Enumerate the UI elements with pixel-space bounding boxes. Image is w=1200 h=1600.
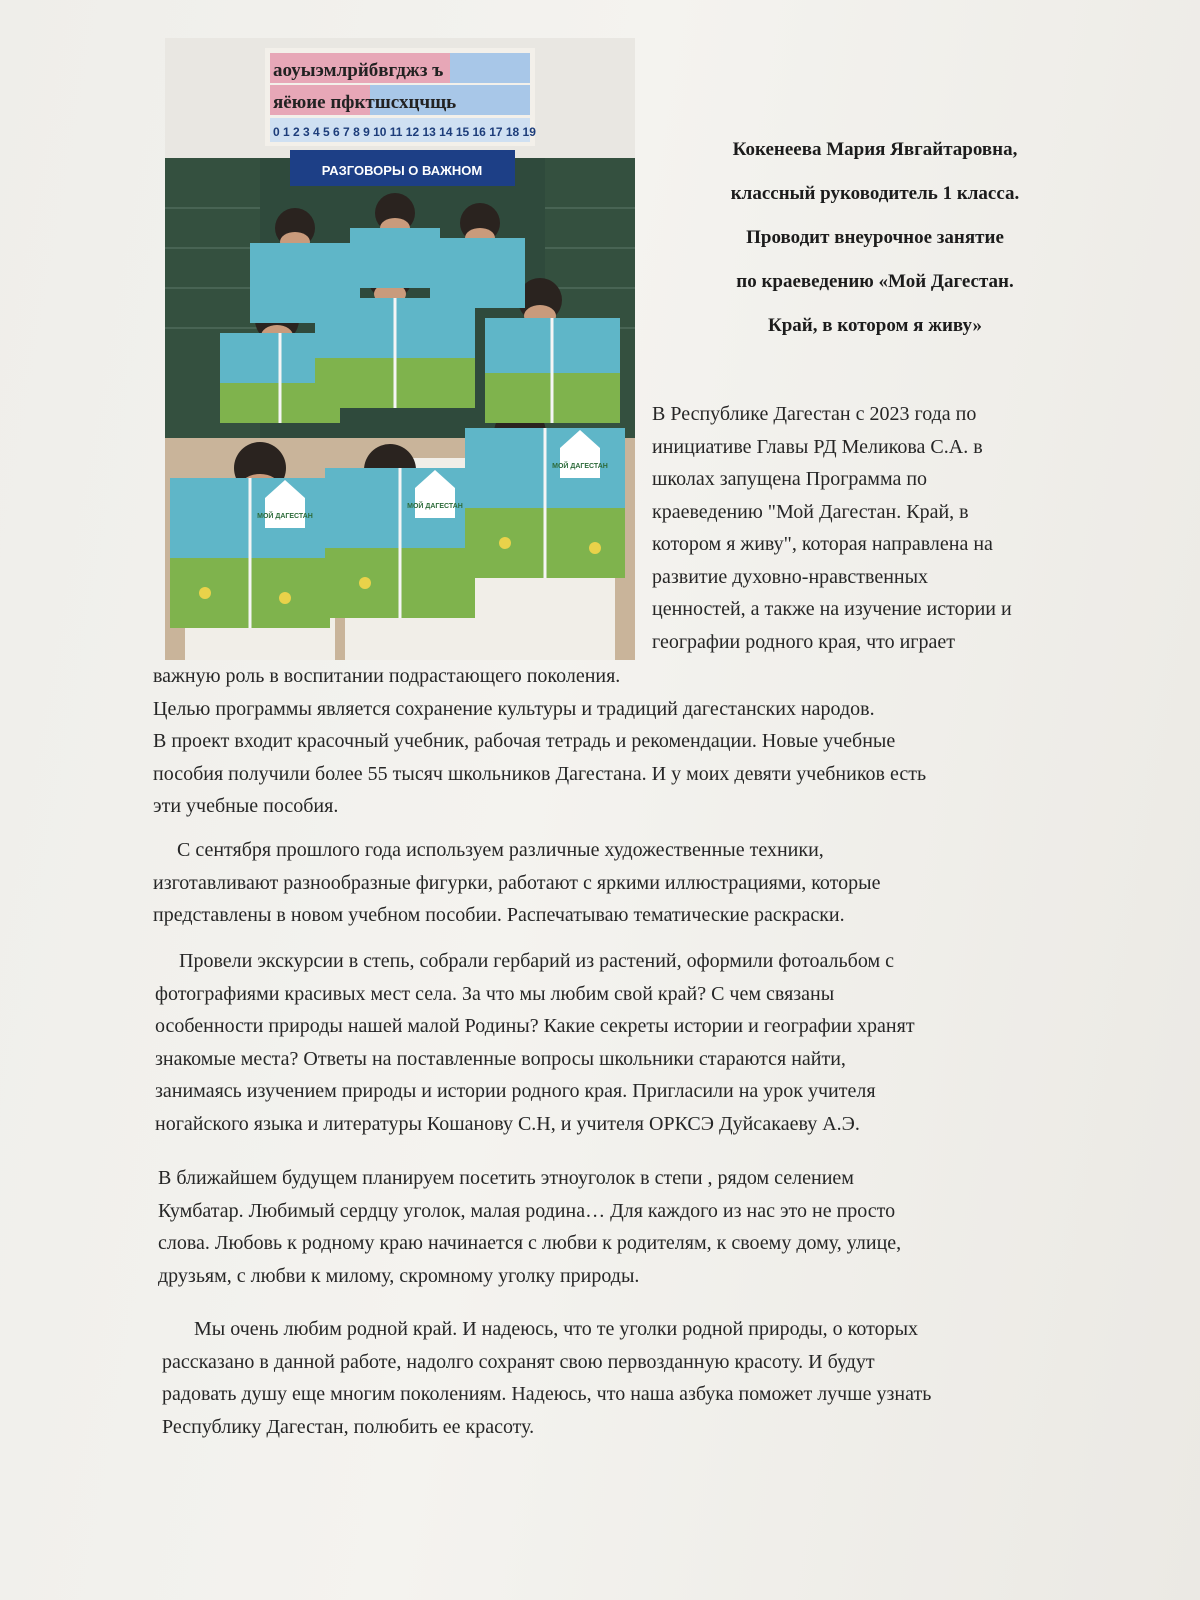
text-line: друзьям, с любви к милому, скромному уголку природы. [158, 1264, 640, 1287]
alphabet-row-1: аоуыэмлрйбвгджз ъ [273, 60, 444, 81]
text-line: школах запущена Программа по [652, 468, 928, 490]
text-line: представлены в новом учебном пособии. Распечатываю тематические раскраски. [153, 904, 845, 926]
text-line: слова. Любовь к родному краю начинается с любви к родителям, к своему дому, улице, [158, 1232, 902, 1254]
text-line: Провели экскурсии в степь, собрали гербарий из растений, оформили фотоальбом с [179, 950, 894, 972]
heading-block [660, 128, 1090, 348]
text-line: котором я живу", которая направлена на [652, 533, 993, 555]
text-line: краеведению "Мой Дагестан. Край, в [652, 500, 969, 523]
paragraph-excursions [155, 945, 915, 1140]
classroom-photo-illustration [165, 38, 635, 660]
text-line: фотографиями красивых мест села. За что мы любим свой край? С чем связаны [155, 982, 835, 1005]
text-line: Мы очень любим родной край. И надеюсь, что те уголки родной природы, о которых [194, 1318, 919, 1340]
text-line: знакомые места? Ответы на поставленные вопросы школьники стараются найти, [155, 1047, 846, 1070]
text-line: В проект входит красочный учебник, рабочая тетрадь и рекомендации. Новые учебные [153, 730, 896, 752]
paragraph-techniques [153, 834, 880, 932]
text-line: важную роль в воспитании подрастающего поколения. [153, 665, 621, 687]
text-line: В Республике Дагестан с 2023 года по [652, 403, 977, 425]
text-line: развитие духовно-нравственных [652, 565, 929, 588]
paragraph-intro [652, 398, 1012, 658]
text-line: эти учебные пособия. [153, 795, 339, 817]
text-line: ценностей, а также на изучение истории и [652, 598, 1012, 620]
book-title-2: МОЙ ДАГЕСТАН [407, 503, 463, 510]
text-line: географии родного края, что играет [652, 630, 955, 653]
text-line: С сентября прошлого года используем различные художественные техники, [177, 839, 824, 861]
text-line: В ближайшем будущем планируем посетить этноуголок в степи , рядом селением [158, 1167, 854, 1189]
classroom-photo [165, 38, 635, 660]
paragraph-plans [158, 1162, 901, 1292]
text-line: радовать душу еще многим поколениям. Надеюсь, что наша азбука поможет лучше узнать [162, 1383, 932, 1405]
text-line: изготавливают разнообразные фигурки, работают с яркими иллюстрациями, которые [153, 871, 881, 894]
number-row: 0 1 2 3 4 5 6 7 8 9 10 11 12 13 14 15 16 17 18 19 [273, 125, 536, 139]
heading-line: классный руководитель 1 класса. [730, 183, 1020, 204]
text-line: Целью программы является сохранение культуры и традиций дагестанских народов. [153, 697, 875, 720]
heading-line: Проводит внеурочное занятие [746, 227, 1004, 248]
book-title-1: МОЙ ДАГЕСТАН [257, 513, 313, 520]
text-line: инициативе Главы РД Меликова С.А. в [652, 435, 983, 458]
heading-line: Кокенеева Мария Явгайтаровна, [732, 139, 1018, 160]
heading-line: по краеведению «Мой Дагестан. [736, 271, 1014, 292]
text-line: Республику Дагестан, полюбить ее красоту. [162, 1415, 535, 1438]
alphabet-row-2: яёюие пфктшсхцчщь [273, 92, 457, 113]
heading-line: Край, в котором я живу» [767, 315, 983, 336]
paragraph-conclusion [162, 1313, 931, 1443]
banner-text: РАЗГОВОРЫ О ВАЖНОМ [321, 163, 483, 178]
text-line: занимаясь изучением природы и истории родного края. Пригласили на урок учителя [155, 1080, 876, 1102]
text-line: Кумбатар. Любимый сердцу уголок, малая родина… Для каждого из нас это не просто [158, 1199, 896, 1222]
text-line: пособия получили более 55 тысяч школьников Дагестана. И у моих девяти учебников есть [153, 762, 927, 785]
text-line: рассказано в данной работе, надолго сохранят свою первозданную красоту. И будут [162, 1350, 875, 1373]
paragraph-program-goals [153, 660, 926, 823]
text-line: особенности природы нашей малой Родины? Какие секреты истории и географии хранят [155, 1015, 915, 1037]
book-title-3: МОЙ ДАГЕСТАН [552, 463, 608, 470]
text-line: ногайского языка и литературы Кошанову С.Н, и учителя ОРКСЭ Дуйсакаеву А.Э. [155, 1112, 860, 1135]
